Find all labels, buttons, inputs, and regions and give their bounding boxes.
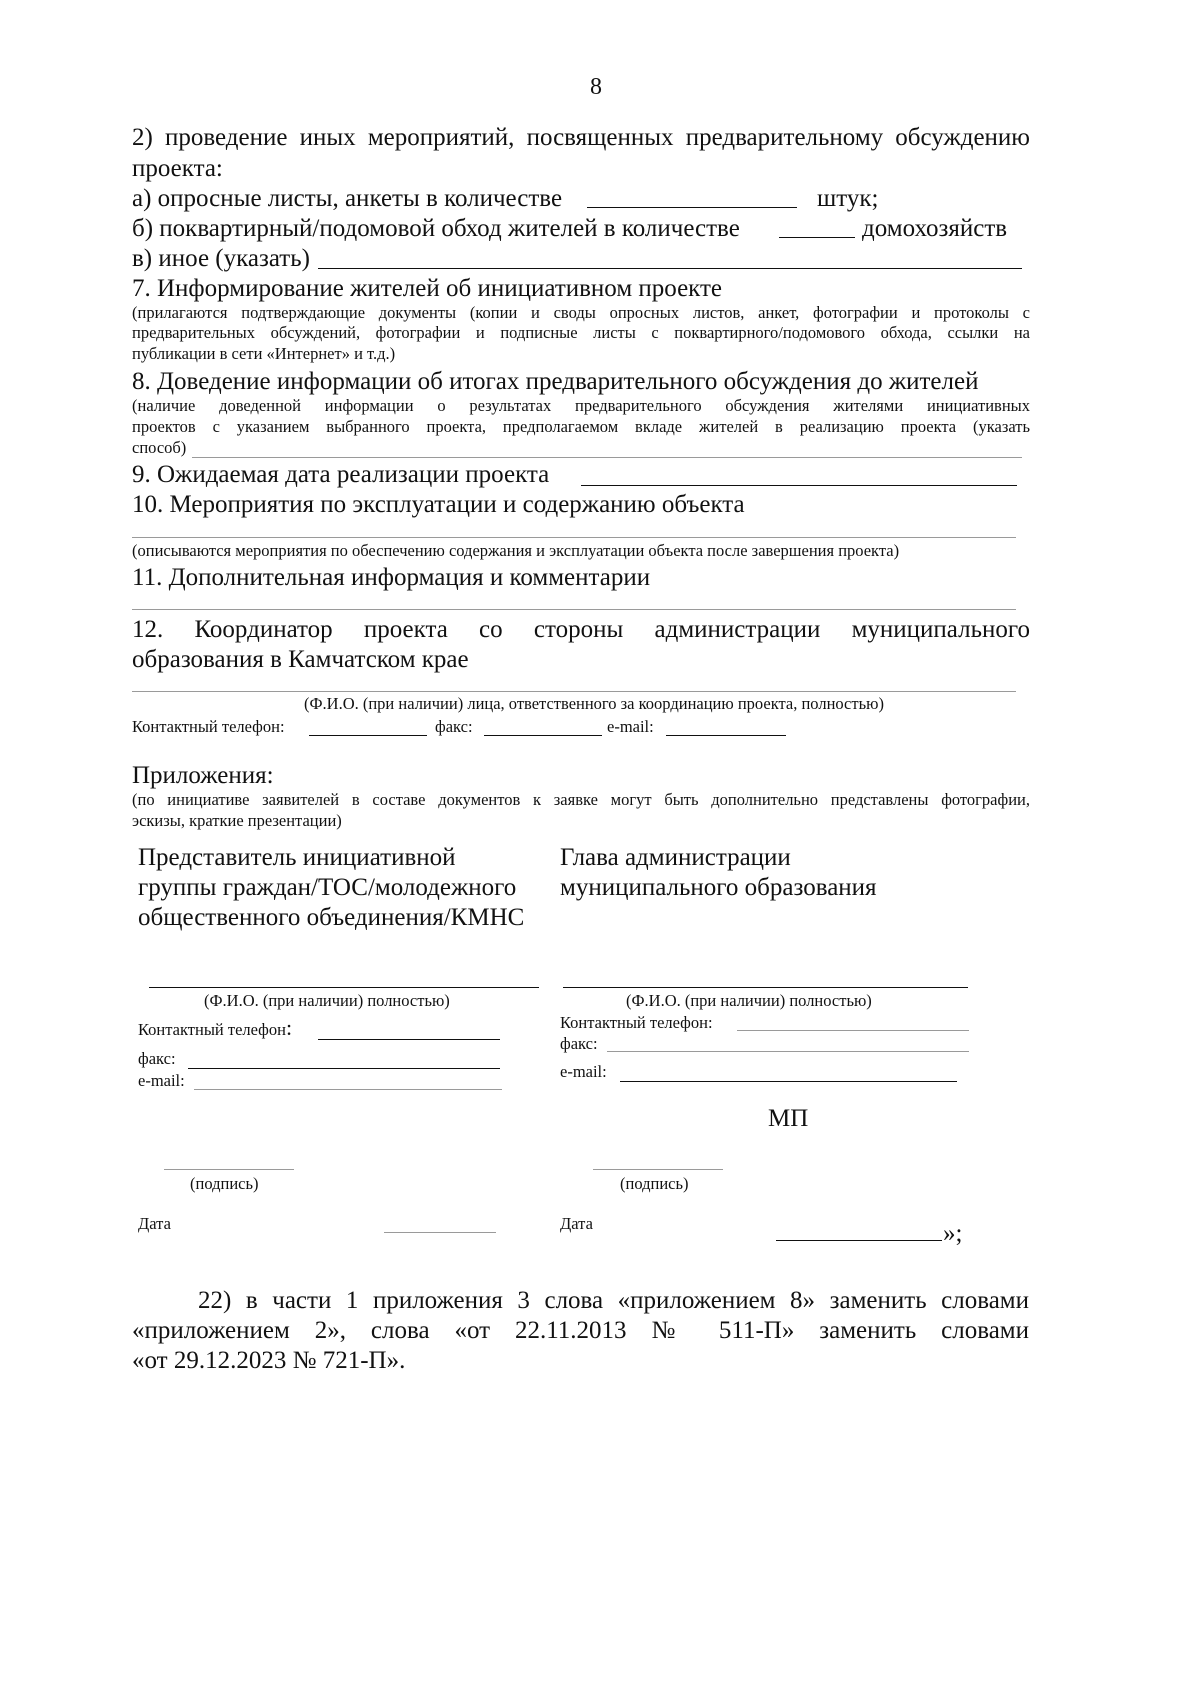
amendment-line1: 22) в части 1 приложения 3 слова «приложением 8» заменить словами: [198, 1287, 1029, 1314]
left-signer-fax-label: факс:: [138, 1049, 176, 1068]
attachments-note-2: эскизы, краткие презентации): [132, 811, 342, 830]
left-signature-note: (подпись): [190, 1174, 259, 1193]
item10-field[interactable]: [132, 537, 1016, 538]
households-field[interactable]: [779, 237, 855, 238]
closing-quote: »;: [943, 1220, 963, 1247]
item9-title: 9. Ожидаемая дата реализации проекта: [132, 461, 550, 488]
stamp-placeholder: МП: [768, 1105, 809, 1132]
right-signer-title-2: муниципального образования: [560, 874, 877, 901]
right-date-label: Дата: [560, 1214, 593, 1233]
right-signer-title-1: Глава администрации: [560, 844, 791, 871]
other-field[interactable]: [318, 268, 1022, 269]
item11-title: 11. Дополнительная информация и комментарии: [132, 564, 651, 591]
left-signature-field[interactable]: [164, 1169, 294, 1170]
left-signer-fio-note: (Ф.И.О. (при наличии) полностью): [204, 991, 450, 1010]
right-signer-fax-field[interactable]: [607, 1051, 969, 1052]
item10-note: (описываются мероприятия по обеспечению содержания и эксплуатации объекта после завершения проекта): [132, 541, 900, 560]
left-signer-name-field[interactable]: [149, 987, 539, 988]
coordinator-email-field[interactable]: [666, 735, 786, 736]
item7-note-2: предварительных обсуждений, фотографии и подписные листы с поквартирного/подомового обхода, ссылки на: [132, 323, 1030, 342]
section2-line2: проекта:: [132, 155, 223, 182]
coordinator-phone-label: Контактный телефон:: [132, 717, 285, 736]
amendment-line3: «от 29.12.2023 № 721-П».: [132, 1347, 406, 1374]
right-signer-fio-note: (Ф.И.О. (при наличии) полностью): [626, 991, 872, 1010]
coordinator-phone-field[interactable]: [309, 735, 427, 736]
right-signer-email-field[interactable]: [620, 1081, 957, 1082]
other-label: в) иное (указать): [132, 245, 310, 272]
right-signature-field[interactable]: [593, 1169, 723, 1170]
door-to-door-label: б) поквартирный/подомовой обход жителей в количестве: [132, 215, 740, 242]
item8-note-2: проектов с указанием выбранного проекта, предполагаемом вкладе жителей в реализацию проекта (указать: [132, 417, 1030, 436]
left-date-label: Дата: [138, 1214, 171, 1233]
attachments-note-1: (по инициативе заявителей в составе документов к заявке могут быть дополнительно представлены фотографии,: [132, 790, 1030, 809]
section2-line1: 2) проведение иных мероприятий, посвященных предварительному обсуждению: [132, 124, 1030, 151]
expected-date-field[interactable]: [581, 485, 1017, 486]
coordinator-fio-note: (Ф.И.О. (при наличии) лица, ответственного за координацию проекта, полностью): [304, 694, 884, 713]
right-signer-name-field[interactable]: [563, 987, 968, 988]
coordinator-fax-field[interactable]: [484, 735, 602, 736]
item12-line2: образования в Камчатском крае: [132, 646, 469, 673]
survey-count-suffix: штук;: [817, 185, 879, 212]
item7-note-3: публикации в сети «Интернет» и т.д.): [132, 344, 396, 363]
amendment-line2: «приложением 2», слова «от 22.11.2013 № 511-П» заменить словами: [132, 1317, 1029, 1344]
item8-note-3: способ): [132, 438, 187, 457]
right-date-field[interactable]: [776, 1240, 942, 1241]
left-date-field[interactable]: [384, 1232, 496, 1233]
item11-field[interactable]: [132, 609, 1016, 610]
left-signer-phone-label: Контактный телефон:: [138, 1015, 293, 1040]
item12-line1: 12. Координатор проекта со стороны администрации муниципального: [132, 616, 1030, 643]
item8-field[interactable]: [192, 457, 1022, 458]
left-signer-email-field[interactable]: [194, 1089, 502, 1090]
coordinator-fax-label: факс:: [435, 717, 473, 736]
left-signer-phone-field[interactable]: [318, 1039, 500, 1040]
left-signer-title-1: Представитель инициативной: [138, 844, 456, 871]
page-number: 8: [590, 74, 602, 100]
right-signer-phone-field[interactable]: [737, 1030, 969, 1031]
left-signer-fax-field[interactable]: [188, 1068, 500, 1069]
left-signer-email-label: e-mail:: [138, 1071, 185, 1090]
survey-count-label: а) опросные листы, анкеты в количестве: [132, 185, 563, 212]
survey-count-field[interactable]: [587, 207, 797, 208]
left-signer-title-3: общественного объединения/КМНС: [138, 904, 525, 931]
coordinator-email-label: e-mail:: [607, 717, 654, 736]
item10-title: 10. Мероприятия по эксплуатации и содержанию объекта: [132, 491, 745, 518]
attachments-title: Приложения:: [132, 762, 274, 789]
item7-note-1: (прилагаются подтверждающие документы (копии и своды опросных листов, анкет, фотографии и протоколы с: [132, 303, 1030, 322]
right-signature-note: (подпись): [620, 1174, 689, 1193]
door-to-door-suffix: домохозяйств: [862, 215, 1008, 242]
left-signer-title-2: группы граждан/ТОС/молодежного: [138, 874, 517, 901]
right-signer-fax-label: факс:: [560, 1034, 598, 1053]
right-signer-email-label: e-mail:: [560, 1062, 607, 1081]
item7-title: 7. Информирование жителей об инициативном проекте: [132, 275, 723, 302]
right-signer-phone-label: Контактный телефон:: [560, 1013, 713, 1032]
item8-title: 8. Доведение информации об итогах предварительного обсуждения до жителей: [132, 368, 979, 395]
coordinator-name-field[interactable]: [132, 691, 1016, 692]
item8-note-1: (наличие доведенной информации о результатах предварительного обсуждения жителями инициативных: [132, 396, 1030, 415]
